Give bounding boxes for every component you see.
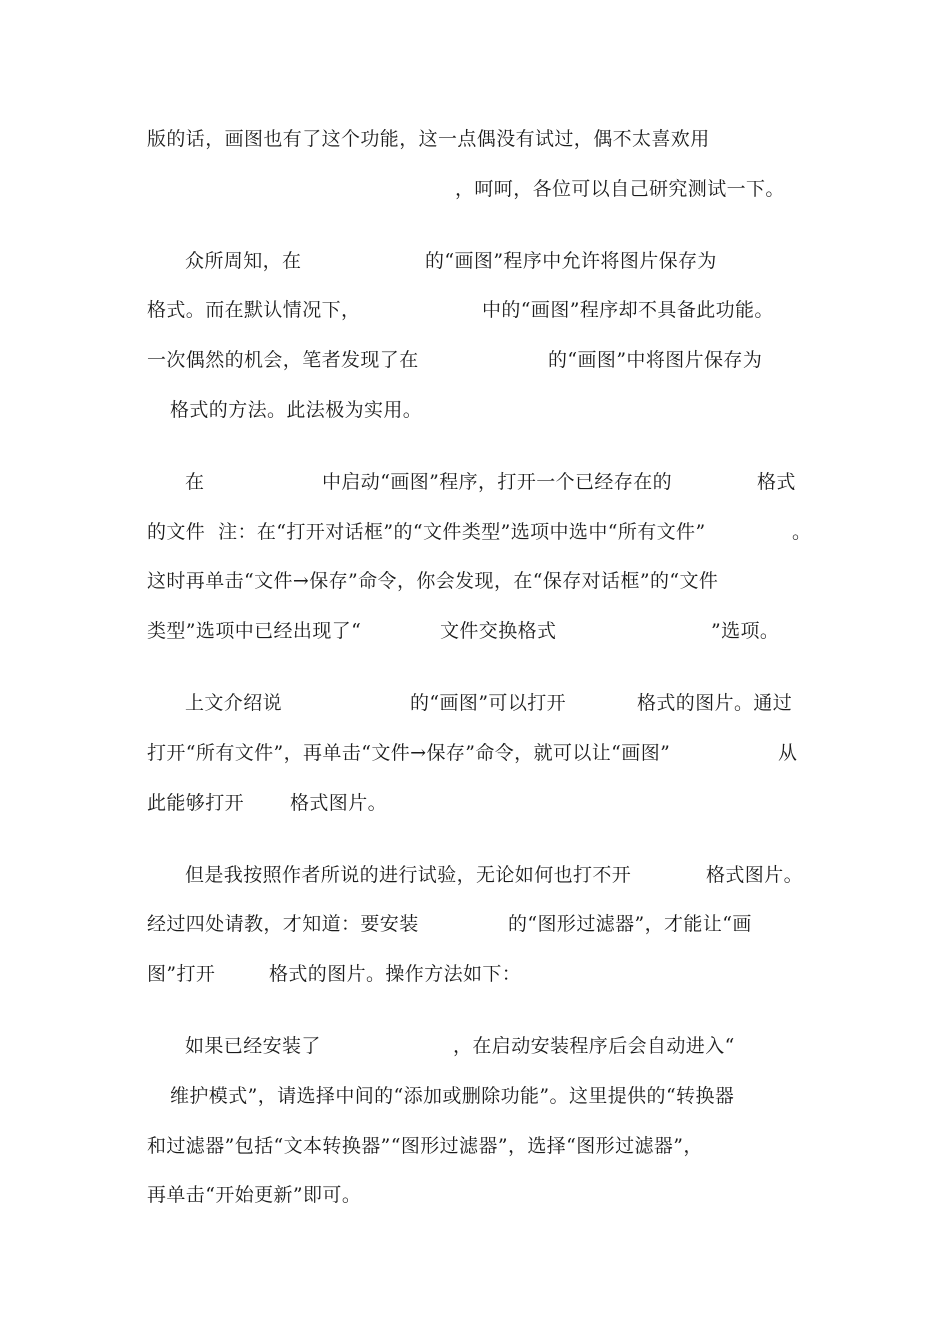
text-line: 的文件 注：在“打开对话框”的“文件类型”选项中选中“所有文件” xyxy=(147,521,706,543)
text-line: 但是我按照作者所说的进行试验，无论如何也打不开 xyxy=(185,864,632,886)
text-line: 中启动“画图”程序，打开一个已经存在的 xyxy=(322,471,673,493)
text-line: 在 xyxy=(185,471,205,493)
text-line: 众所周知，在 xyxy=(185,250,302,272)
text-line: 和过滤器”包括“文本转换器”“图形过滤器”，选择“图形过滤器”， xyxy=(147,1135,703,1157)
text-line: 格式的图片。通过 xyxy=(637,692,793,714)
text-line: 的“画图”可以打开 xyxy=(410,692,567,714)
text-line: 格式的方法。此法极为实用。 xyxy=(170,399,423,421)
text-line: 的“画图”中将图片保存为 xyxy=(548,349,763,371)
text-line: 一次偶然的机会，笔者发现了在 xyxy=(147,349,419,371)
text-line: 格式 xyxy=(757,471,796,493)
text-line: 格式。而在默认情况下， xyxy=(147,299,361,321)
text-line: 的“画图”程序中允许将图片保存为 xyxy=(425,250,717,272)
text-line: 版的话，画图也有了这个功能，这一点偶没有试过，偶不太喜欢用 xyxy=(147,128,710,150)
text-line: 如果已经安装了 xyxy=(185,1035,321,1057)
text-line: 的“图形过滤器”，才能让“画 xyxy=(508,913,752,935)
text-line: ”选项。 xyxy=(711,620,780,642)
text-line: 文件交换格式 xyxy=(440,620,557,642)
text-line: 维护模式”，请选择中间的“添加或删除功能”。这里提供的“转换器 xyxy=(170,1085,735,1107)
text-line: 从 xyxy=(778,742,798,764)
text-line: 经过四处请教，才知道：要安装 xyxy=(147,913,419,935)
text-line: ，在启动安装程序后会自动进入“ xyxy=(453,1035,735,1057)
text-line: 打开“所有文件”，再单击“文件→保存”命令，就可以让“画图” xyxy=(147,742,671,764)
text-line: 再单击“开始更新”即可。 xyxy=(147,1184,362,1206)
text-line: 格式的图片。操作方法如下： xyxy=(269,963,522,985)
text-line: ，呵呵，各位可以自己研究测试一下。 xyxy=(455,178,785,200)
text-line: 。 xyxy=(792,521,812,543)
text-line: 格式图片。 xyxy=(706,864,804,886)
text-line: 这时再单击“文件→保存”命令，你会发现，在“保存对话框”的“文件 xyxy=(147,570,719,592)
text-line: 此能够打开 xyxy=(147,792,245,814)
text-line: 类型”选项中已经出现了“ xyxy=(147,620,362,642)
text-line: 图”打开 xyxy=(147,963,216,985)
text-line: 中的“画图”程序却不具备此功能。 xyxy=(482,299,774,321)
text-line: 上文介绍说 xyxy=(185,692,283,714)
text-line: 格式图片。 xyxy=(290,792,388,814)
